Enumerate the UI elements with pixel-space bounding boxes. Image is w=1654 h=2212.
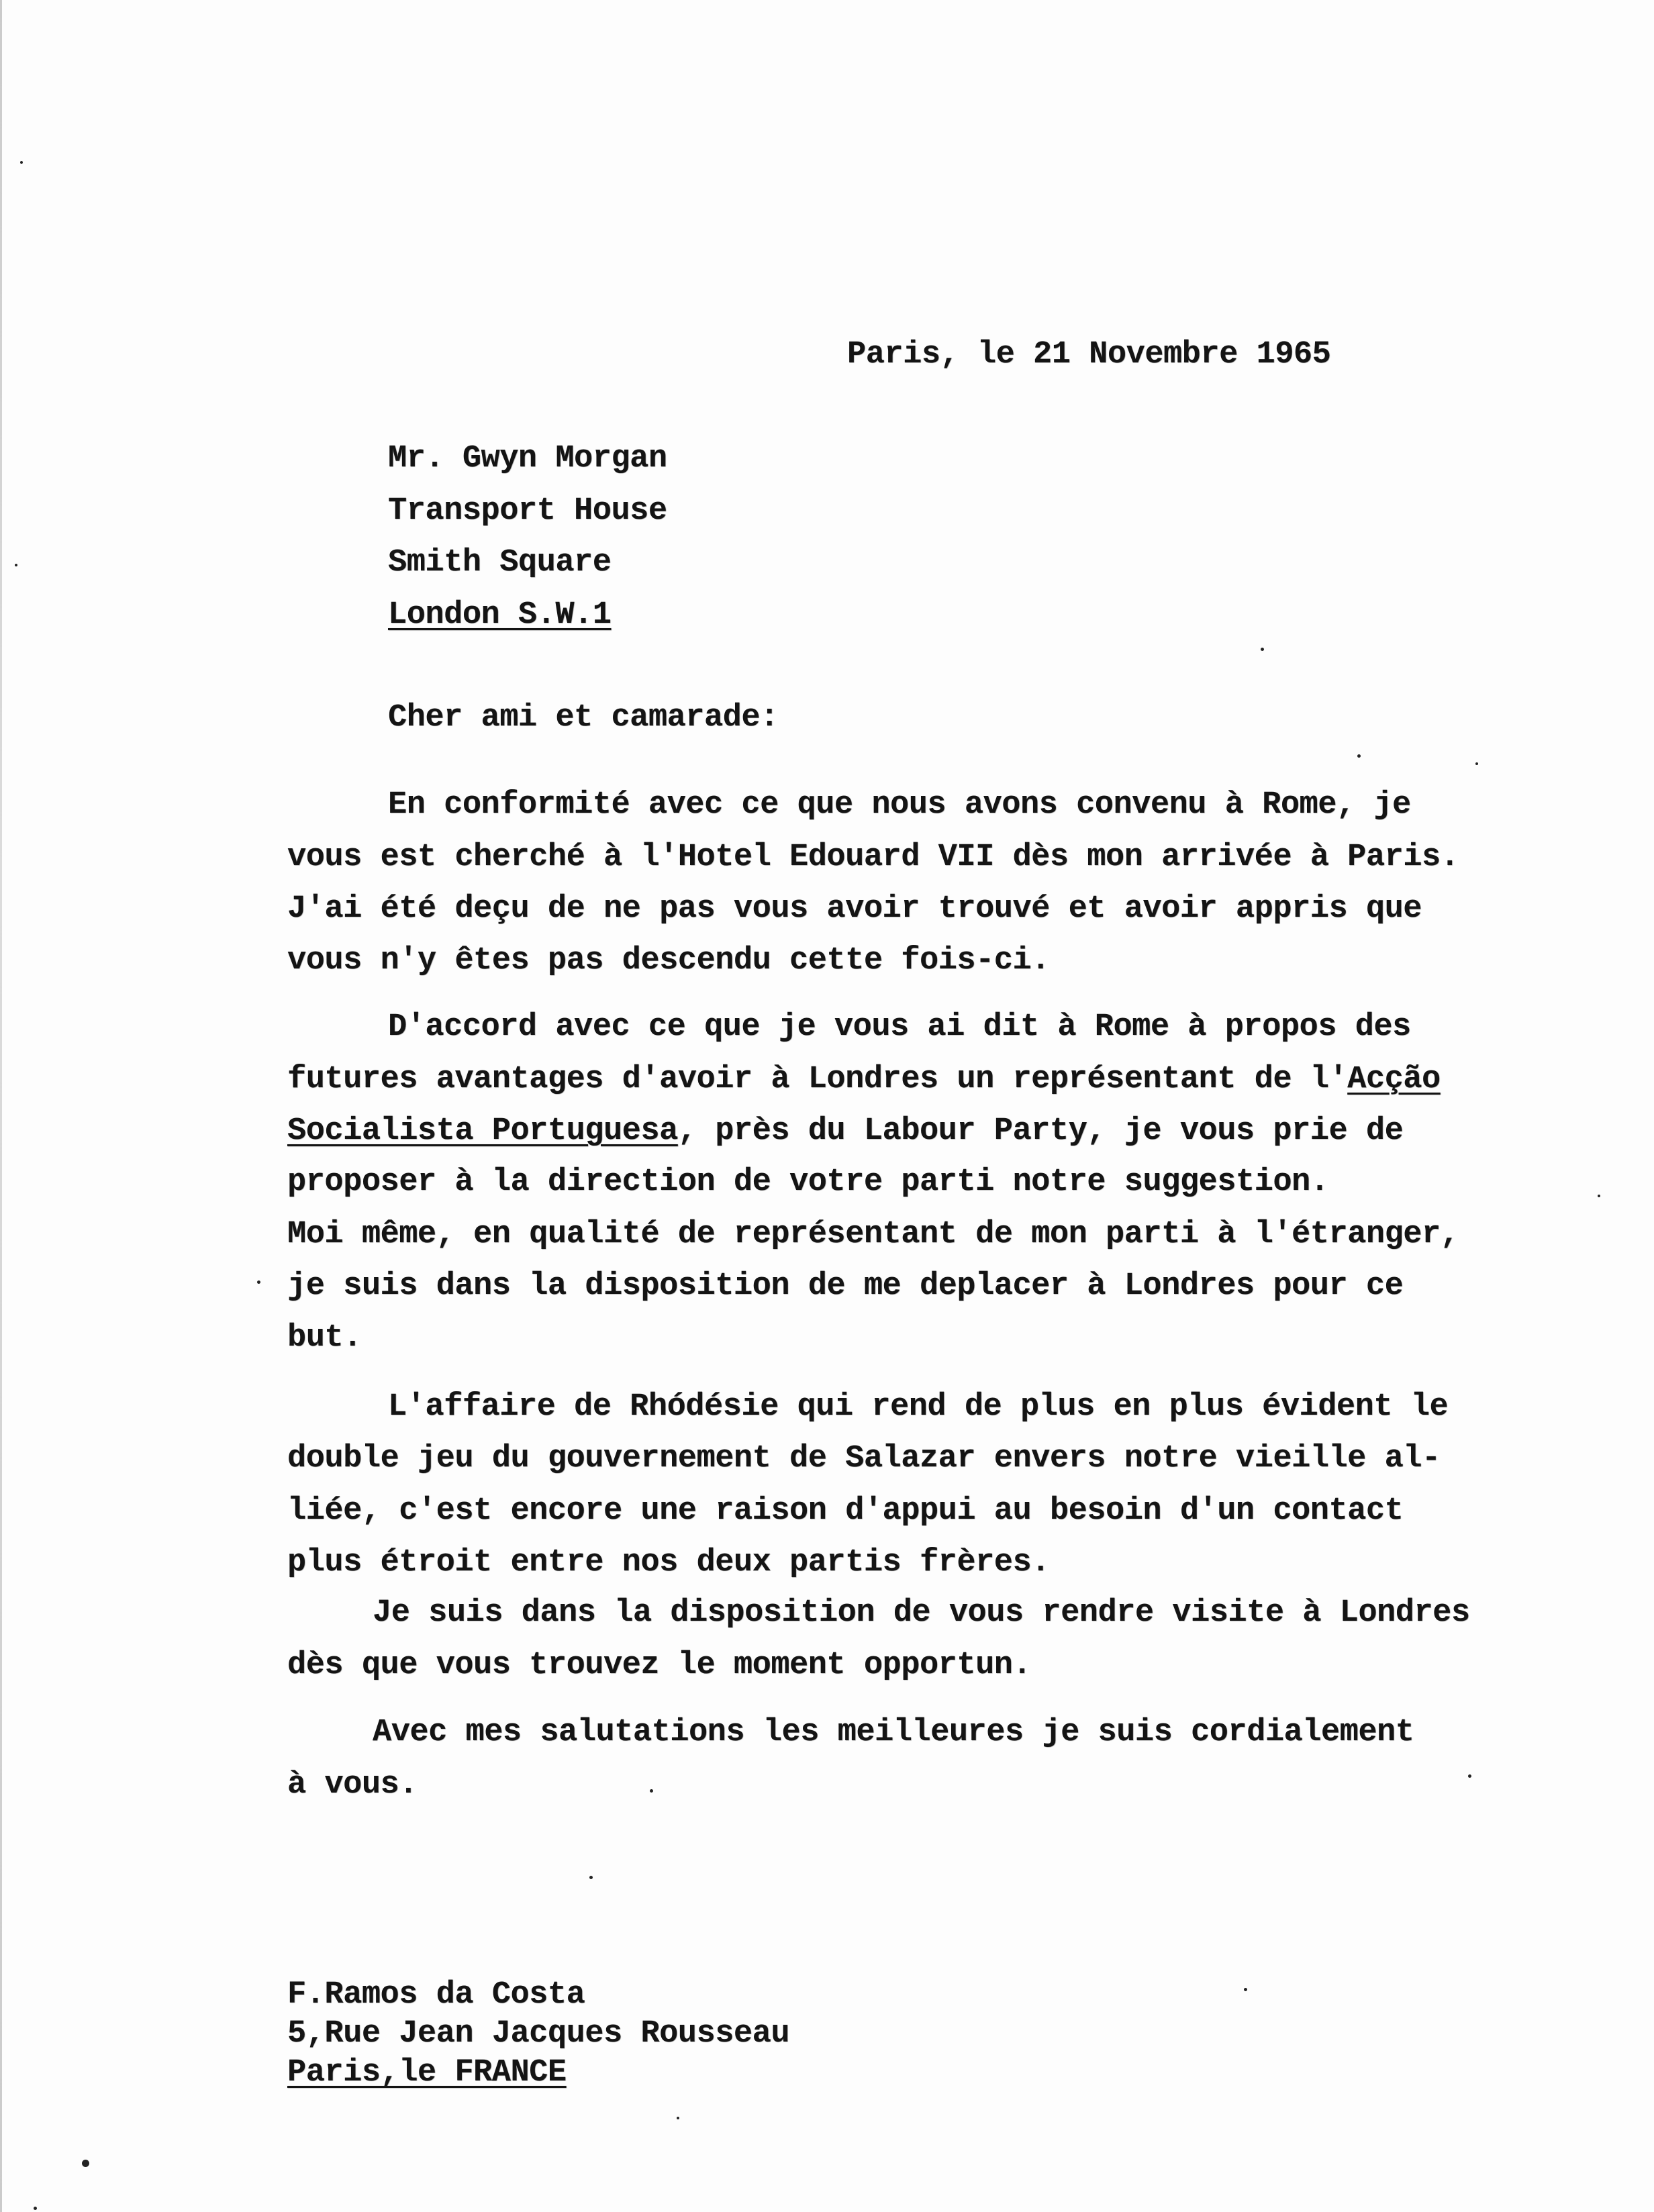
sender-name: F.Ramos da Costa (287, 1977, 585, 2013)
scan-speck (1475, 762, 1478, 765)
paragraph2-line2-text: futures avantages d'avoir à Londres un représentant de l' (287, 1062, 1348, 1097)
paragraph4-line1: Je suis dans la disposition de vous rendre visite à Londres (373, 1595, 1470, 1631)
scan-speck (1598, 1195, 1600, 1197)
paragraph1-line2: vous est cherché à l'Hotel Edouard VII dès mon arrivée à Paris. (287, 840, 1459, 875)
scan-speck (34, 2207, 37, 2210)
paragraph2-line3-text: , près du Labour Party, je vous prie de (677, 1113, 1404, 1149)
recipient-square: Smith Square (388, 545, 612, 581)
recipient-street: Transport House (388, 493, 667, 529)
recipient-city: London S.W.1 (388, 597, 612, 633)
scan-speck (82, 2160, 89, 2167)
paragraph2-line5: Moi même, en qualité de représentant de mon parti à l'étranger, (287, 1217, 1459, 1252)
party-name-underlined-part1: Acção (1347, 1062, 1441, 1097)
scan-speck (1244, 1988, 1247, 1991)
paragraph2-line4: proposer à la direction de votre parti notre suggestion. (287, 1164, 1329, 1200)
party-name-underlined-part2: Socialista Portuguesa (287, 1113, 678, 1149)
scan-speck (20, 161, 23, 164)
paragraph2-line6: je suis dans la disposition de me deplacer à Londres pour ce (287, 1268, 1404, 1304)
paragraph3-line3: liée, c'est encore une raison d'appui au besoin d'un contact (287, 1493, 1404, 1529)
scan-speck (650, 1789, 653, 1793)
sender-city: Paris,le FRANCE (287, 2055, 567, 2091)
scan-speck (1261, 648, 1264, 651)
paragraph3-line1: L'affaire de Rhódésie qui rend de plus en plus évident le (388, 1389, 1449, 1425)
scan-speck (1357, 754, 1361, 758)
scan-edge (0, 0, 2, 2212)
scan-speck (677, 2117, 679, 2119)
paragraph1-line3: J'ai été deçu de ne pas vous avoir trouvé et avoir appris que (287, 891, 1422, 927)
paragraph4-line2: dès que vous trouvez le moment opportun. (287, 1648, 1032, 1683)
paragraph2-line1: D'accord avec ce que je vous ai dit à Rome à propos des (388, 1009, 1411, 1045)
scan-speck (257, 1280, 260, 1284)
paragraph2-line7: but. (287, 1320, 362, 1356)
paragraph3-line4: plus étroit entre nos deux partis frères. (287, 1545, 1050, 1580)
paragraph3-line2: double jeu du gouvernement de Salazar envers notre vieille al- (287, 1441, 1441, 1476)
paragraph1-line4: vous n'y êtes pas descendu cette fois-ci. (287, 943, 1050, 978)
scan-speck (589, 1876, 593, 1879)
closing-line1: Avec mes salutations les meilleures je suis cordialement (373, 1715, 1414, 1750)
scan-speck (1468, 1774, 1471, 1778)
scan-speck (15, 564, 17, 566)
paragraph2-line3 (287, 1115, 1403, 1147)
paragraph1-line1: En conformité avec ce que nous avons convenu à Rome, je (388, 787, 1411, 823)
closing-line2: à vous. (287, 1767, 418, 1803)
paragraph2-line2 (287, 1064, 1441, 1095)
recipient-name: Mr. Gwyn Morgan (388, 441, 667, 476)
salutation: Cher ami et camarade: (388, 700, 779, 736)
sender-street: 5,Rue Jean Jacques Rousseau (287, 2016, 790, 2052)
letter-date: Paris, le 21 Novembre 1965 (847, 337, 1331, 372)
